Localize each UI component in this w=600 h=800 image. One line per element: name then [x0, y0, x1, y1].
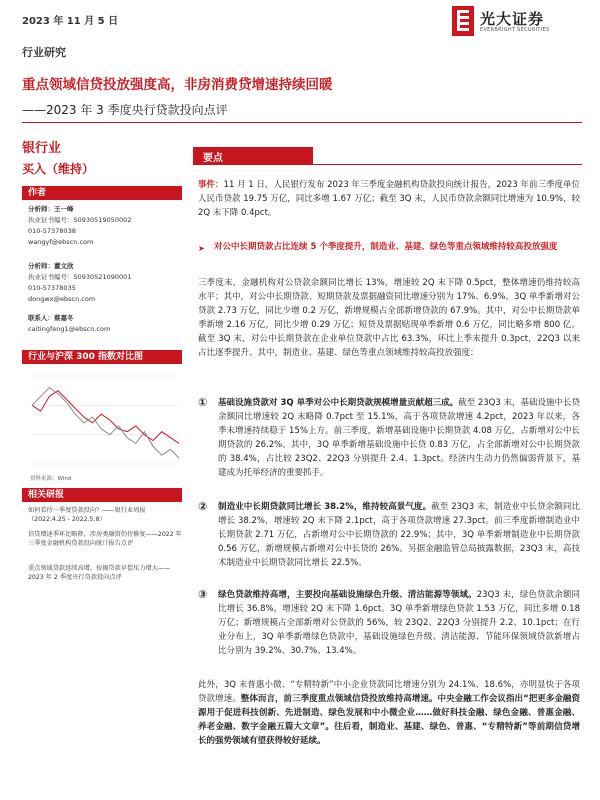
contact-name: 联系人：蔡嘉冬	[28, 314, 74, 322]
logo-chinese: 光大证券	[480, 10, 545, 28]
series-line-1	[32, 388, 179, 458]
item-number-2: ②	[198, 500, 208, 513]
brand-logo	[452, 6, 592, 36]
research-heading: 相关研报	[22, 488, 182, 502]
title-divider	[22, 122, 582, 123]
manufacturing-paragraph: 制造业中长期贷款同比增长 38.2%，维持较高景气度。截至 23Q3 末，制造业中长贷余额同比增长 38.2%，增速较 2Q 末下降 2.1pct，高于各项贷款增速 27.3pct。前三季度新增制造业中长期贷款 2.71 万亿，占新增对公中长期贷款的 22.9%；其中，3Q 单季新增制造业中长期贷款 0.56 万亿，新增规模占新增对公中长贷的 26%。另据金融监管总局披露数据，23Q3 末，高技术制造业中长期贷款同比增长 22.5%。	[218, 502, 580, 568]
author1-name: 分析师：王一峰	[28, 205, 74, 213]
event-paragraph: 事件：11 月 1 日，人民银行发布 2023 年三季度金融机构贷款投向统计报告，2023 年前三季度单位人民币贷款 19.75 万亿，同比多增 1.67 万亿；截至 3Q 末，人民币贷款余额同比增速为 10.9%，较 2Q 末下降 0.4pct。	[198, 180, 580, 218]
report-category: 行业研究	[22, 46, 66, 59]
contact-email[interactable]: caitingfeng1@ebscn.com	[28, 325, 111, 333]
report-subtitle: ——2023 年 3 季度央行贷款投向点评	[22, 103, 228, 117]
report-date: 2023 年 11 月 5 日	[22, 16, 119, 27]
item-number-3: ③	[198, 588, 208, 601]
subsection-arrow-icon: ➤	[198, 244, 205, 253]
infrastructure-paragraph: 基础设施贷款对 3Q 单季对公中长期贷款规模增量贡献超三成。截至 23Q3 末，基础设施中长贷余额同比增速较 2Q 末略降 0.7pct 至 15.1%，高于各项贷款增速 4.2pct，2023 年以来，各季末增速持续稳于 15%上方。前三季度，新增基础设施中长期贷款 4.08 万亿，占新增对公中长期贷款的 26.2%。其中，3Q 单季新增基础设施中长贷 0.83 万亿，占全部新增对公中长期贷款的 38.4%，占比较 23Q2、22Q3 分别提升 2.4、1.3pct。经济内生动力仍然偏弱背景下，基建成为托举经济的重要抓手。	[218, 398, 580, 478]
everbright-logo-icon	[452, 6, 474, 36]
subsection-heading: 对公中长期贷款占比连续 5 个季度提升，制造业、基建、绿色等重点领域维持较高投放强度	[214, 242, 558, 252]
item-number-1: ①	[198, 396, 208, 409]
key-points-heading: 要点	[193, 147, 582, 165]
chart-heading: 行业与沪深 300 指数对比图	[22, 350, 182, 364]
author1-cert: 执业证书编号：S0930519050002	[28, 216, 132, 224]
author2-email[interactable]: dongwx@ebscn.com	[28, 295, 96, 303]
research-link-3[interactable]: 重点领域贷款延续高增，按揭贷款早偿压力增大——2023 年 2 季度央行贷款投向点评	[28, 565, 171, 581]
index-comparison-chart	[28, 370, 183, 470]
author1-email[interactable]: wangyf@ebscn.com	[28, 238, 94, 246]
author2-phone: 010-57378035	[28, 284, 76, 292]
research-link-2[interactable]: 信贷增速季环比略降，涉房类融资仍待修复——2022 年三季度金融机构贷款投向统计报告点评	[28, 531, 182, 547]
rating: 买入（维持）	[22, 162, 95, 176]
chart-lines	[32, 388, 179, 458]
corporate-loan-paragraph: 三季度末，金融机构对公贷款余额同比增长 13%，增速较 2Q 末下降 0.5pct，整体增速仍维持较高水平；其中，对公中长期贷款、短期贷款及票据融资同比增速分别为 17%、6.9%。3Q 单季新增对公贷款 2.73 万亿，同比少增 0.2 万亿，新增规模占全部新增贷款的 67.9%。其中，对公中长期贷款单季新增 2.16 万亿，同比少增 0.29 万亿；短贷及票据贴现单季新增 0.6 万亿，同比略多增 800 亿。截至 3Q 末，对公中长期贷款在企业单位贷款中占比 63.3%，环比上季末提升 0.3pct，22Q3 以来占比逐季提升。其中，制造业、基建、绿色等重点领域维持较高投放强度：	[198, 278, 580, 358]
research-link-1[interactable]: 如何看待一季度贷款投向？——银行业周报（2022.4.25 - 2022.5.8）	[28, 507, 146, 523]
report-title: 重点领域信贷投放强度高，非房消费贷增速持续回暖	[22, 77, 333, 93]
industry-name: 银行业	[22, 141, 62, 156]
author1-phone: 010-57378038	[28, 227, 76, 235]
summary-paragraph: 此外，3Q 末普惠小微、“专精特新”中小企业贷款同比增速分别为 24.1%、18.6%，亦明显快于各项贷款增速。整体而言，前三季度重点领域信贷投放维持高增速。中央金融工作会议指出“把更多金融资源用于促进科技创新、先进制造、绿色发展和中小微企业……做好科技金融、绿色金融、普惠金融、养老金融、数字金融五篇大文章”。往后看，制造业、基建、绿色、普惠、“专精特新”等前期信贷增长的强势领域有望获得较好延续。	[198, 680, 580, 746]
authors-heading: 作者	[22, 186, 182, 200]
logo-english: EVERBRIGHT SECURITIES	[480, 27, 550, 33]
author2-name: 分析师：董文欣	[28, 262, 74, 270]
chart-source: 资料来源：Wind	[30, 476, 72, 482]
author2-cert: 执业证书编号：S0930521090001	[28, 273, 132, 281]
green-loan-paragraph: 绿色贷款维持高增，主要投向基础设施绿色升级、清洁能源等领域。23Q3 末，绿色贷款余额同比增长 36.8%，增速较 2Q 末下降 1.6pct。3Q 单季新增绿色贷款 1.53 万亿，同比多增 0.18 万亿；新增规模占全部新增对公贷款的 56%，较 23Q2、22Q3 分别提升 2.2、10.1pct；在行业分布上，3Q 单季新增绿色贷款中，基础设施绿色升级、清洁能源、节能环保领域贷款新增占比分别为 39.2%、30.7%、13.4%。	[218, 590, 580, 656]
series-line-0	[32, 391, 179, 444]
